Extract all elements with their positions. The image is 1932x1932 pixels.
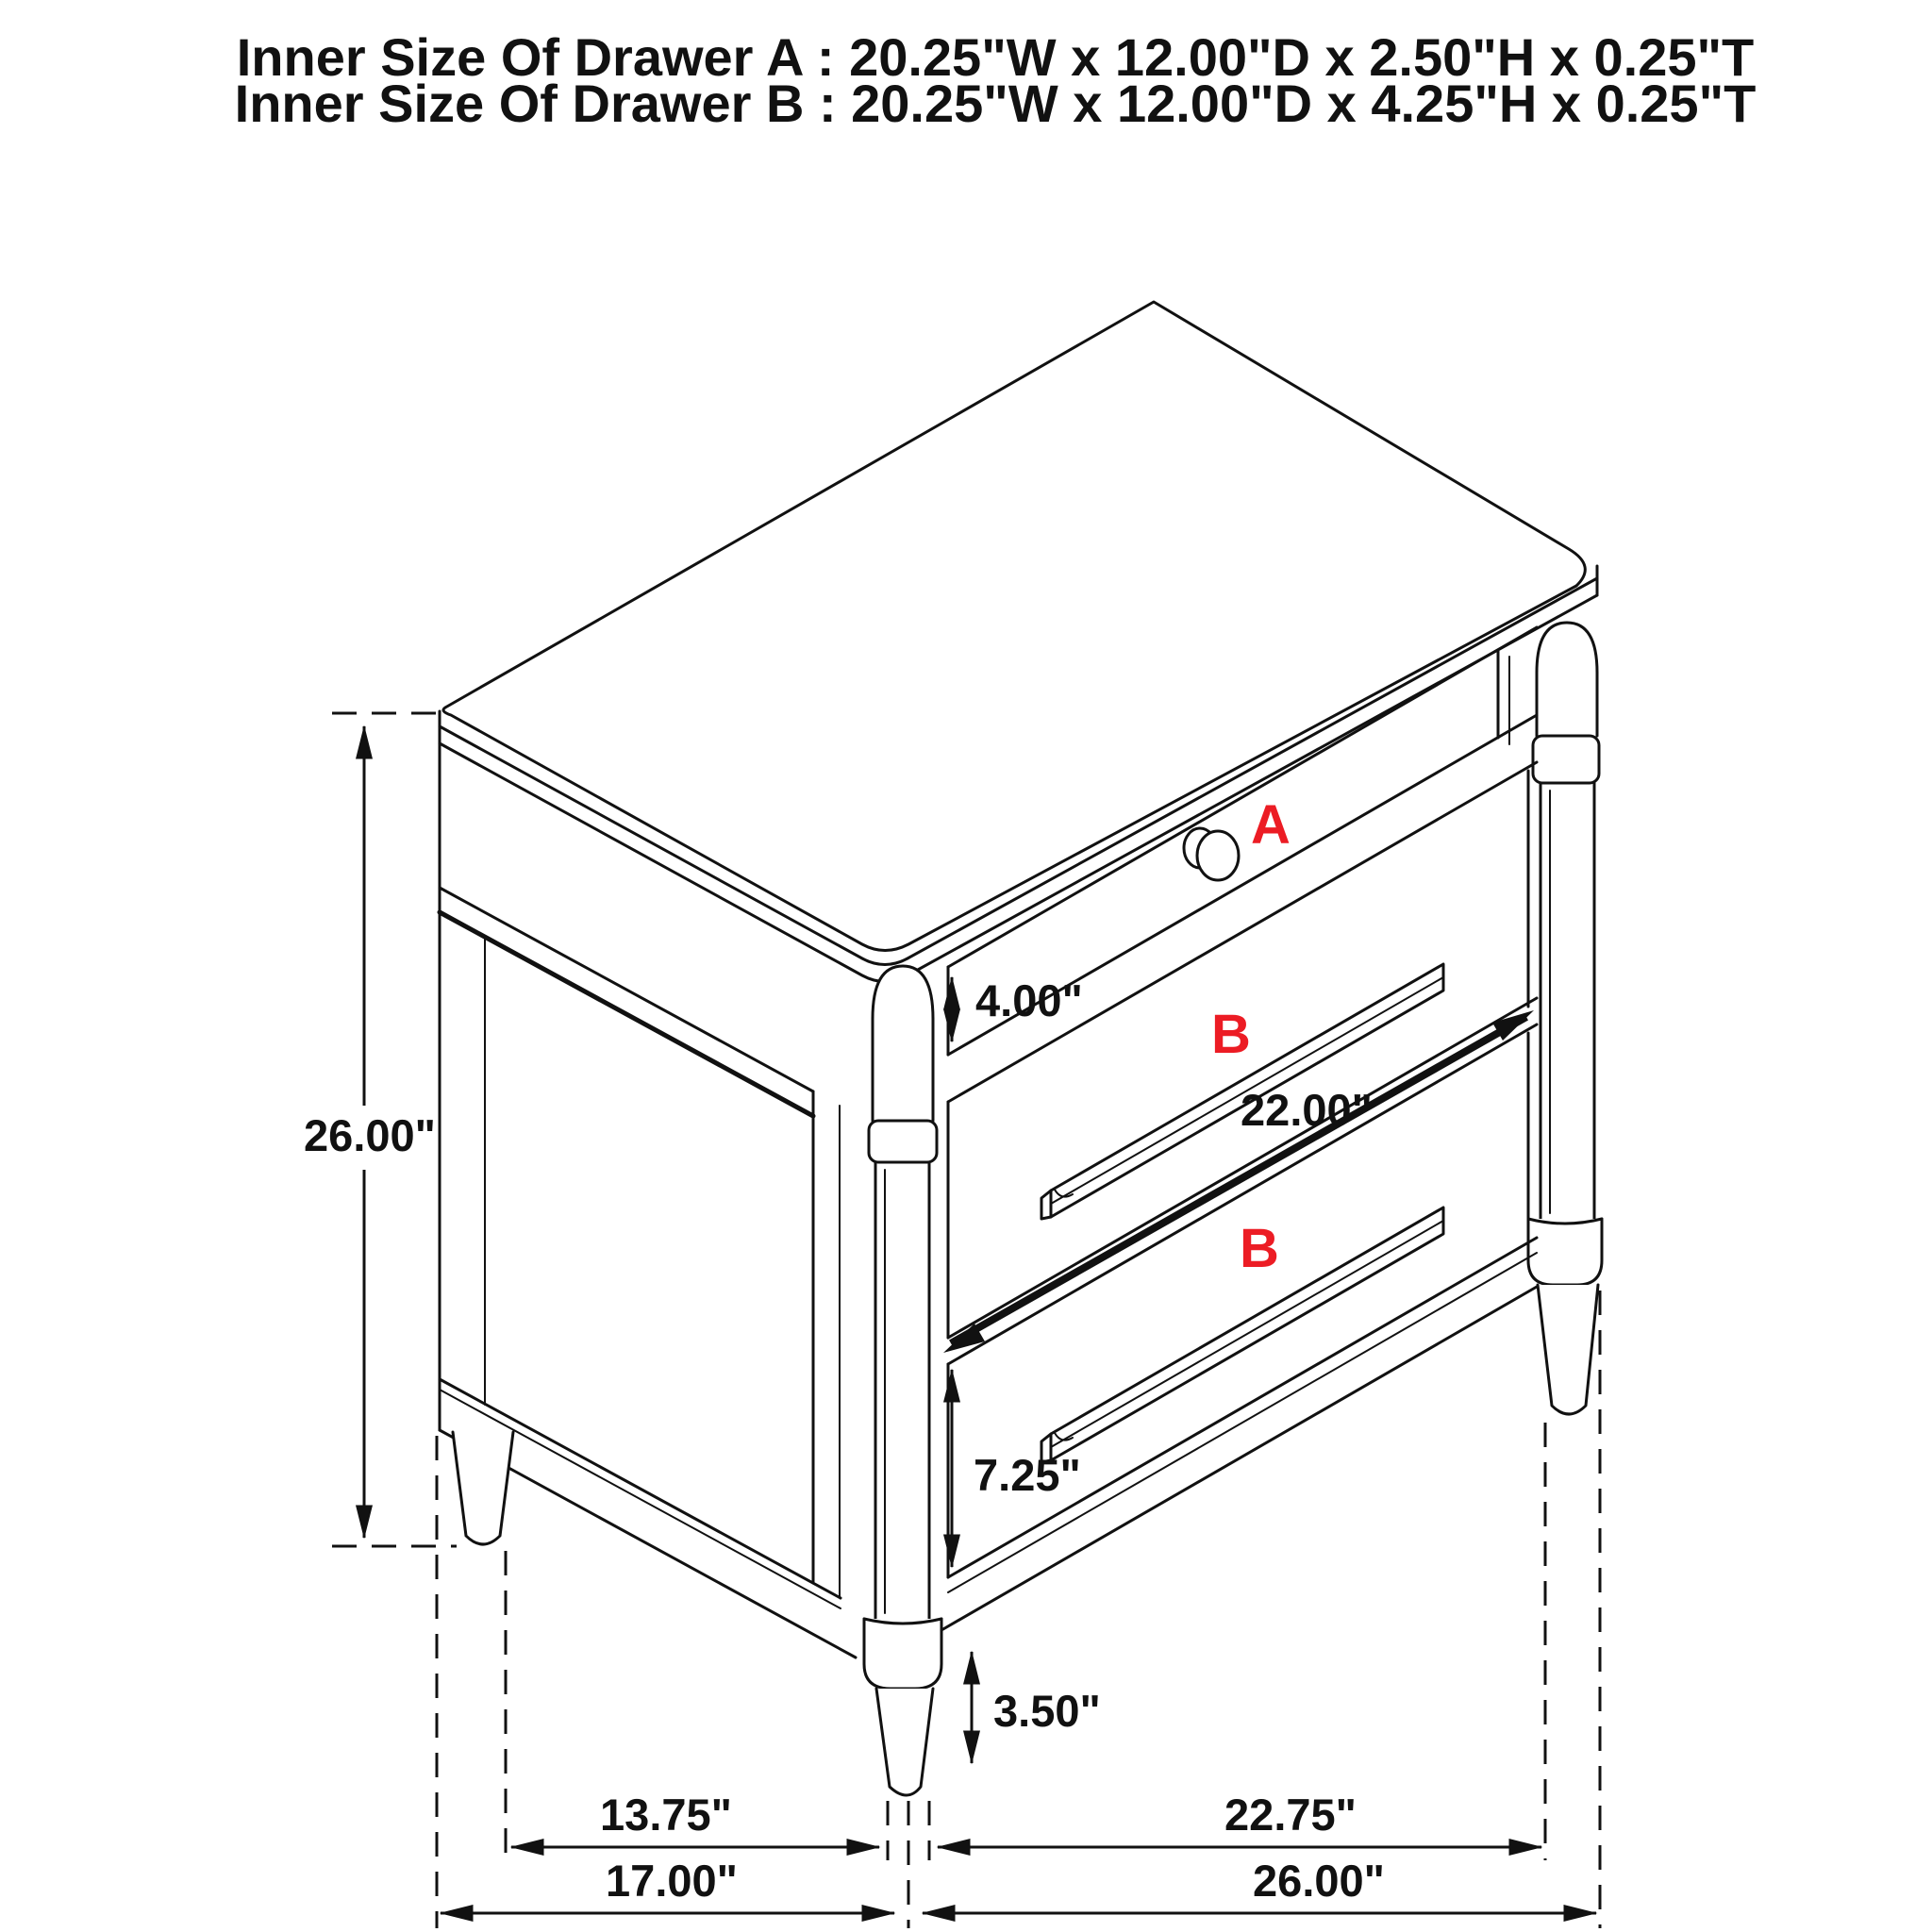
dim-overall-height (304, 713, 457, 1546)
drawer-b2-label: B (1240, 1218, 1279, 1279)
header (235, 27, 1757, 133)
leg-height-label: 3.50" (993, 1686, 1101, 1736)
front-overall-width-label: 26.00" (1253, 1856, 1385, 1906)
front-leg-span-label: 22.75" (1224, 1790, 1357, 1840)
dim-leg-spans (511, 1790, 1541, 1847)
header-line-1: Inner Size Of Drawer A : 20.25"W x 12.00"D x 2.50"H x 0.25"T (236, 27, 1755, 87)
right-leg (1538, 1285, 1598, 1414)
drawer-b1-label: B (1211, 1004, 1251, 1065)
front-corner-post (864, 966, 941, 1689)
drawer-a-knob (1184, 828, 1239, 880)
right-post-foot-cap (1528, 1219, 1602, 1285)
side-leg-span-label: 13.75" (600, 1790, 732, 1840)
side-overall-depth-label: 17.00" (606, 1856, 738, 1906)
top-surface (443, 302, 1585, 951)
front-post-cap-top (873, 966, 933, 1019)
dim-overall-spans (441, 1856, 1596, 1913)
drawer-a-label: A (1251, 794, 1291, 856)
top-face (440, 302, 1597, 982)
handle-span-label: 22.00" (1241, 1085, 1373, 1135)
front-post-collar (869, 1121, 937, 1162)
dim-drawer-a-height (952, 975, 1083, 1041)
drawer-b2-top-edge (948, 1024, 1537, 1364)
front-post-foot-cap (864, 1619, 941, 1689)
drawer-b-height-label: 7.25" (974, 1450, 1081, 1500)
right-post-collar (1533, 736, 1599, 783)
left-leg (453, 1432, 513, 1544)
drawer-a-height-label: 4.00" (975, 975, 1083, 1025)
dim-leg-height (972, 1652, 1101, 1763)
header-line-2: Inner Size Of Drawer B : 20.25"W x 12.00"D x 4.25"H x 0.25"T (234, 74, 1757, 133)
drawer-b2-bottom-edge (948, 1238, 1537, 1577)
right-corner-post (1528, 623, 1602, 1285)
overall-height-label: 26.00" (304, 1110, 436, 1160)
right-post-cap-top (1537, 623, 1597, 673)
front-leg (876, 1689, 933, 1795)
